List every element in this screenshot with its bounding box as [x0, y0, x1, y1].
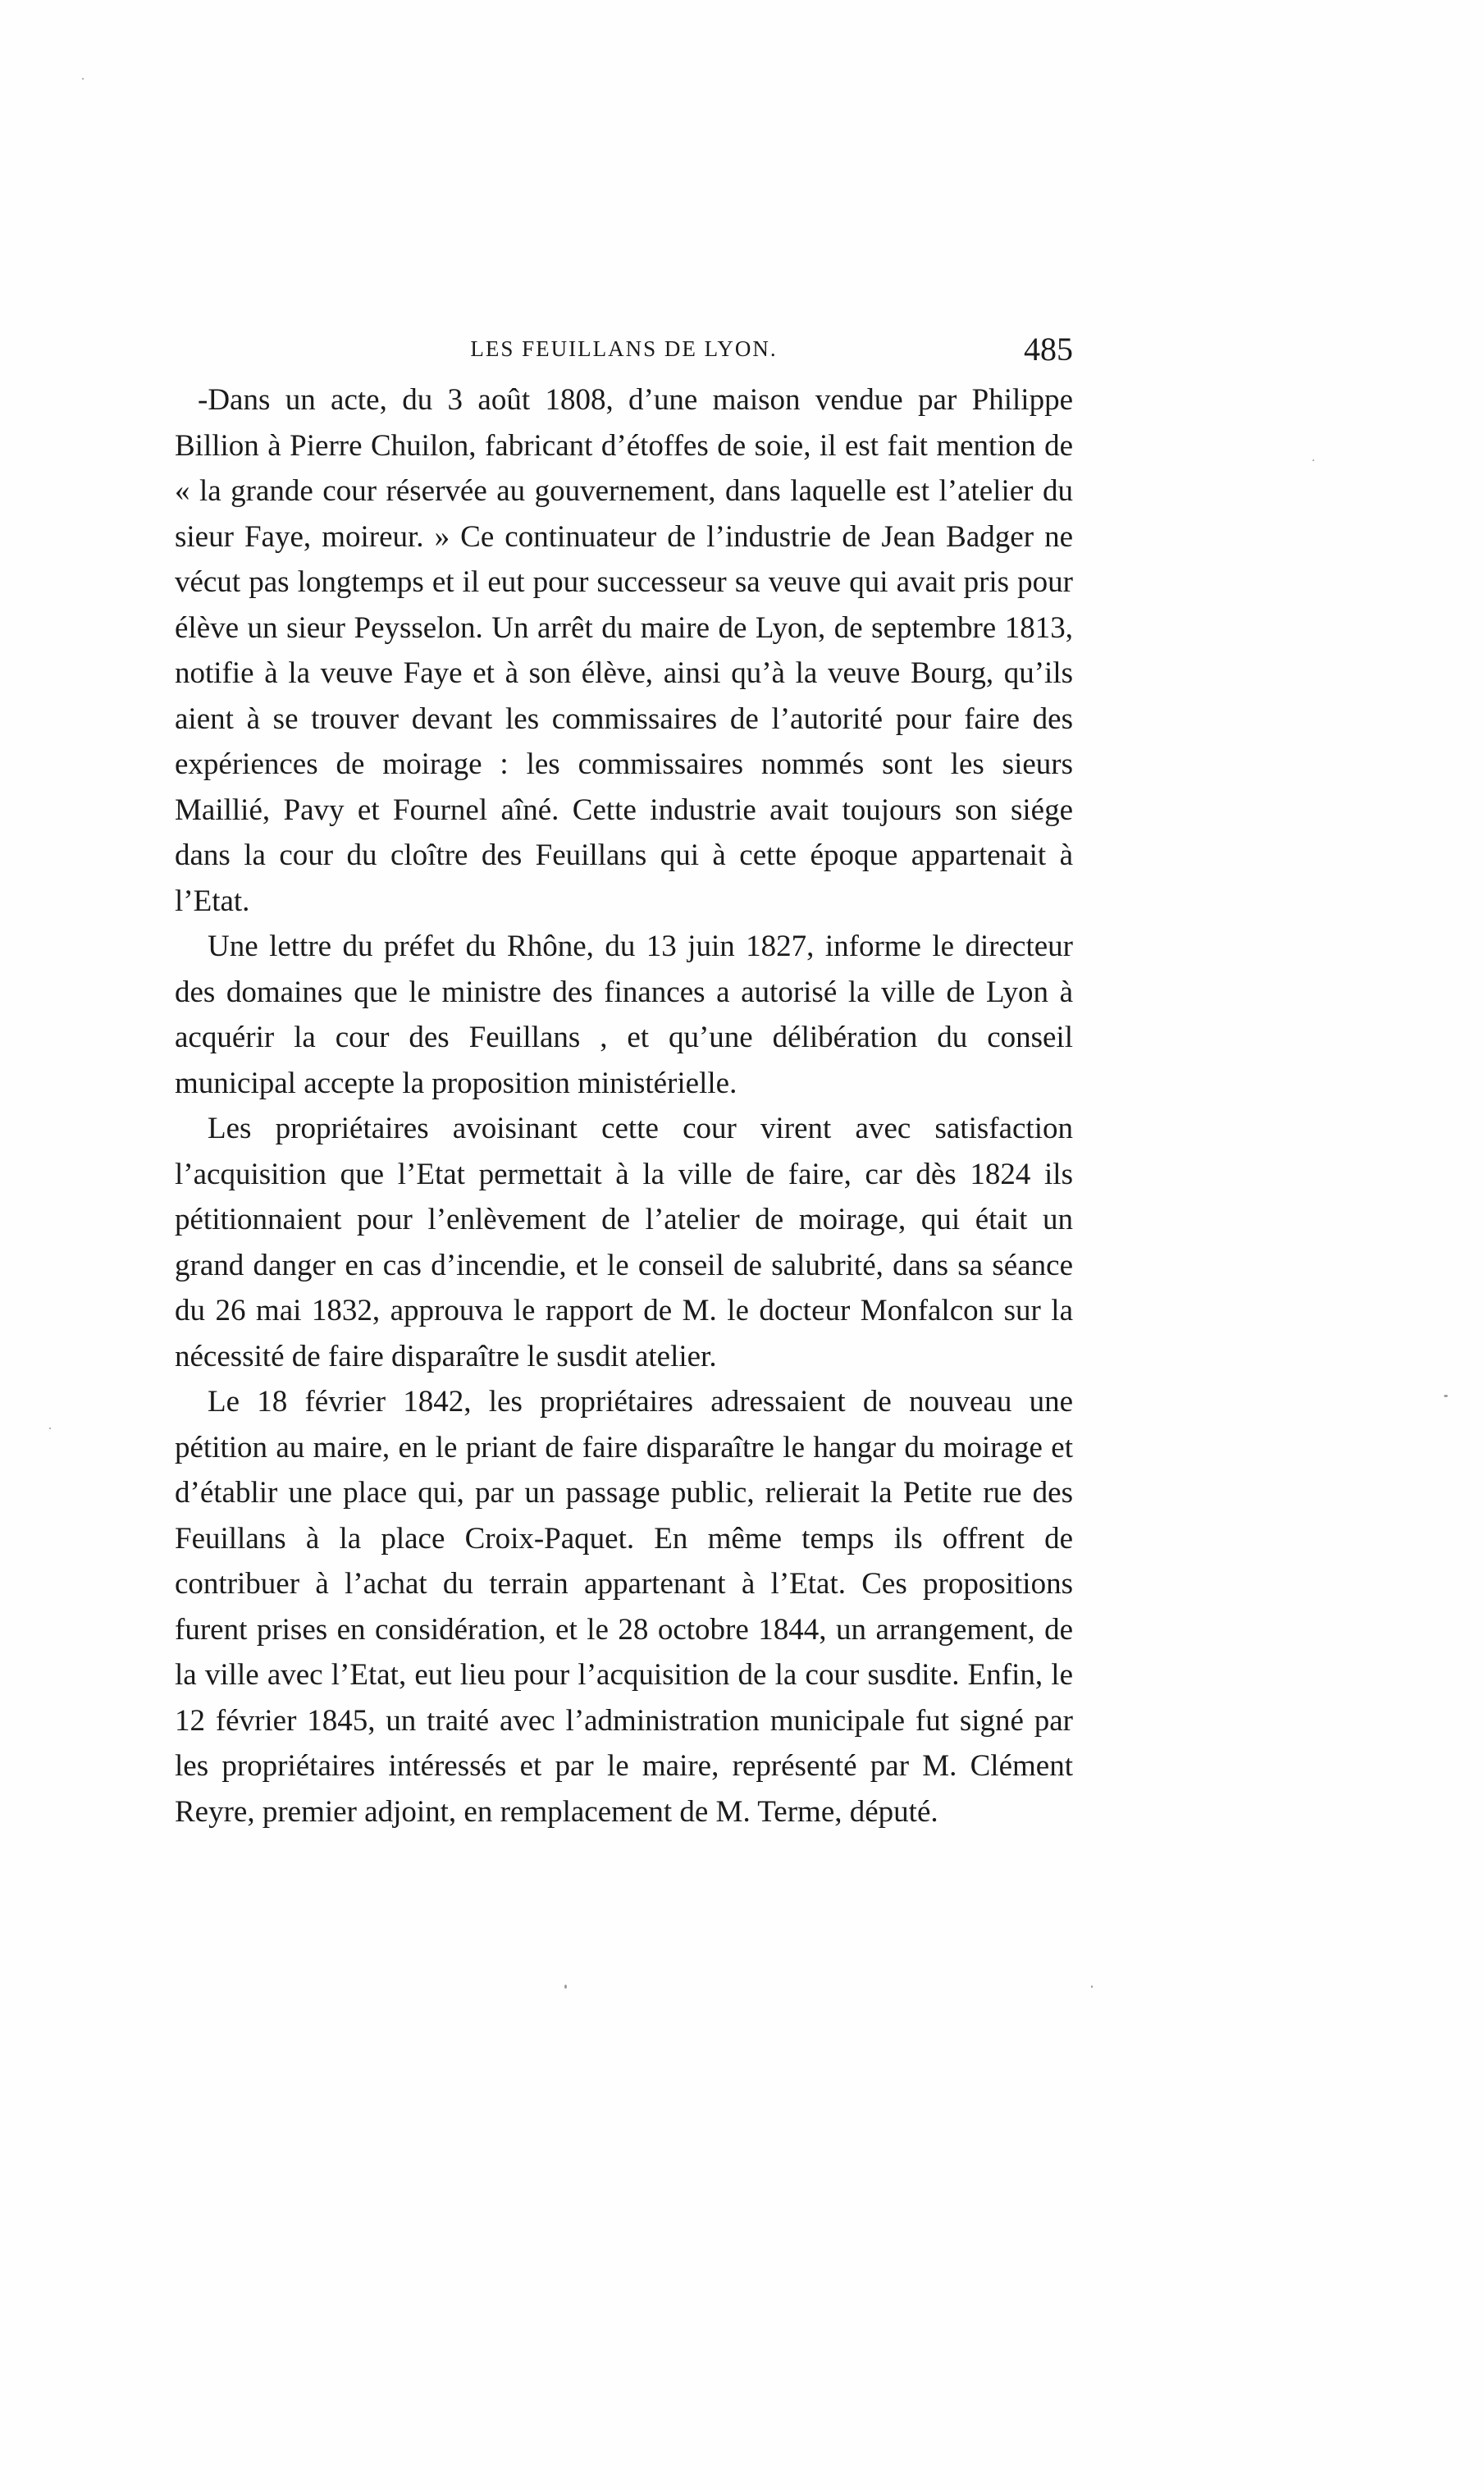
running-head — [175, 328, 1073, 377]
paragraph: -Dans un acte, du 3 août 1808, d’une maison vendue par Philippe Billion à Pierre Chuilon, fabricant d’étoffes de soie, il est fait mention de « la grande cour réservée au gouvernement, dans laquelle est l’atelier du sieur Faye, moireur. » Ce continuateur de l’industrie de Jean Badger ne vécut pas longtemps et il eut pour successeur sa veuve qui avait pris pour élève un sieur Peysselon. Un arrêt du maire de Lyon, de septembre 1813, notifie à la veuve Faye et à son élève, ainsi qu’à la veuve Bourg, qu’ils aient à se trouver devant les commissaires de l’autorité pour faire des expériences de moirage : les commissaires nommés sont les sieurs Maillié, Pavy et Fournel aîné. Cette industrie avait toujours son siége dans la cour du cloître des Feuillans qui à cette époque appartenait à l’Etat. — [175, 383, 1073, 918]
paper-speck — [1444, 1395, 1448, 1397]
paper-speck — [1091, 1985, 1093, 1988]
paper-speck — [564, 1985, 567, 1989]
paragraph: Le 18 février 1842, les propriétaires adressaient de nouveau une pétition au maire, en le priant de faire disparaître le hangar du moirage et d’établir une place qui, par un passage public, relierait la Petite rue des Feuillans à la place Croix-Paquet. En même temps ils offrent de contribuer à l’achat du terrain appartenant à l’Etat. Ces propositions furent prises en considération, et le 28 octobre 1844, un arrangement, de la ville avec l’Etat, eut lieu pour l’acquisition de la cour susdite. Enfin, le 12 février 1845, un traité avec l’administration municipale fut signé par les propriétaires intéressés et par le maire, représenté par M. Clément Reyre, premier adjoint, en remplacement de M. Terme, député. — [175, 1385, 1073, 1829]
running-title: LES FEUILLANS DE LYON. — [470, 336, 778, 361]
paragraph: Les propriétaires avoisinant cette cour virent avec satisfaction l’acquisition que l’Etat permettait à la ville de faire, car dès 1824 ils pétitionnaient pour l’enlèvement de l’atelier de moirage, qui était un grand danger en cas d’incendie, et le conseil de salubrité, dans sa séance du 26 mai 1832, approuva le rapport de M. le docteur Monfalcon sur la nécessité de faire disparaître le susdit atelier. — [175, 1112, 1073, 1373]
paper-speck — [1313, 459, 1314, 461]
page-number: 485 — [1024, 331, 1073, 368]
paragraph: Une lettre du préfet du Rhône, du 13 juin 1827, informe le directeur des domaines que le ministre des finances a autorisé la ville de Lyon à acquérir la cour des Feuillans , et qu’une délibération du conseil municipal accepte la proposition ministérielle. — [175, 930, 1073, 1100]
body-text — [175, 377, 1073, 1834]
paper-speck — [82, 78, 84, 80]
paper-speck — [49, 1428, 51, 1429]
